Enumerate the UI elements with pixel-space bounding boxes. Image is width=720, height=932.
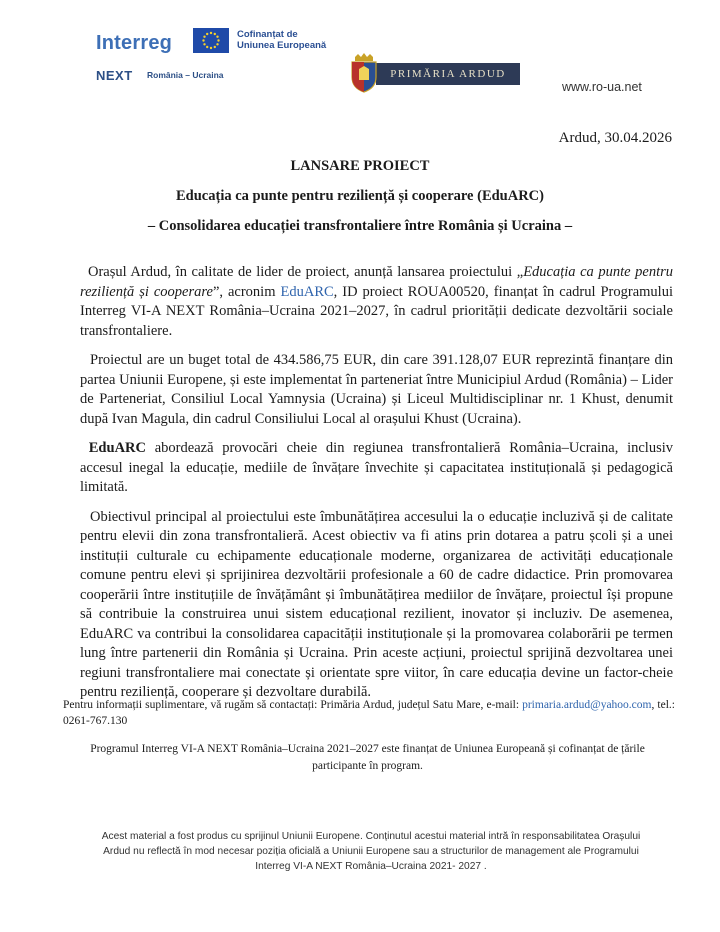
paragraph-budget: Proiectul are un buget total de 434.586,75 EUR, din care 391.128,07 EUR reprezintă finanțare din partea Uniunii Europene, și este implementat în parteneriat între Municipiul Ardud (România) – Lider de Parteneriat, Consiliul Local Yamnysia (Ucraina) și Liceul Multidisciplinar nr. 1 Khust, denumit după Ivan Magula, din cadrul Consiliului Local al orașului Khust (Ucraina). xyxy=(80,352,673,427)
eu-flag-icon xyxy=(193,28,229,53)
project-name-italic: Educația ca punte pentru reziliență și cooperare xyxy=(80,264,674,300)
primaria-ardud-logo xyxy=(346,53,520,93)
cofinanced-line-1: Cofinanțat de xyxy=(237,29,298,40)
crest-icon xyxy=(346,53,382,93)
cofinanced-line-2: Uniunea Europeană xyxy=(237,40,327,51)
interreg-logo-text: Interreg xyxy=(96,32,173,54)
next-logo-text: NEXT xyxy=(96,68,133,83)
acronym-bold: EduARC xyxy=(88,440,146,456)
contact-text-a: Pentru informații suplimentare, vă rugăm să contactați: Primăria Ardud, județul Satu Mare, e-mail: xyxy=(63,699,523,711)
program-funding-note: Programul Interreg VI-A NEXT România–Ucraina 2021–2027 este finanțat de Uniunea Europeană și cofinanțat de țările participante în program. xyxy=(90,743,645,772)
primaria-logo-text: PRIMĂRIA ARDUD xyxy=(376,63,520,85)
intro-text-b: ”, acronim xyxy=(212,283,281,300)
contact-email-link[interactable]: primaria.ardud@yahoo.com xyxy=(522,699,652,711)
project-subtitle: – Consolidarea educației transfrontaliere între România și Ucraina – xyxy=(147,218,573,234)
interreg-logo xyxy=(96,28,336,88)
intro-text-a: Orașul Ardud, în calitate de lider de proiect, anunță lansarea proiectului „ xyxy=(88,264,524,280)
acronym-link[interactable]: EduARC xyxy=(280,283,334,300)
website-link[interactable]: www.ro-ua.net xyxy=(562,80,642,94)
paragraph-objective: Obiectivul principal al proiectului este îmbunătățirea accesului la o educație incluzivă și de calitate pentru elevii din zona transfrontalieră. Acest obiectiv va fi atins prin dotarea a patru școli și a unei instituții culturale cu echipamente educaționale moderne, organizarea de activități educaționale comune pentru elevi și sprijinirea dezvoltării profesionale a 60 de cadre didactice. Prin promovarea cooperării între instituțiile de învățământ și îmbunătățirea mediilor de învățare, proiectul își propune să contribuie la construirea unui sistem educațional rezilient, inovator și incluziv. De asemenea, EduARC va contribui la consolidarea capacității instituționale și la promovarea colaborării pe termen lung între partenerii din România și Ucraina. Prin aceste acțiuni, proiectul sprijină dezvoltarea unei regiuni transfrontaliere mai conectate și orientate spre viitor, în care educația devine un factor-cheie pentru reziliență, cooperare și dezvoltare durabilă. xyxy=(80,508,673,700)
paragraph-challenges xyxy=(80,439,673,498)
cofinanced-label xyxy=(237,29,326,51)
intro-text-c: , ID proiect ROUA00520, finanțat în cadrul Programului Interreg VI-A NEXT România–Ucraina 2021–2027, în cadrul priorității dedicate dezvoltării sociale transfrontaliere. xyxy=(80,283,673,339)
date-location: Ardud, 30.04.2026 xyxy=(558,130,672,146)
paragraph-intro xyxy=(80,263,673,341)
contact-info xyxy=(63,697,675,729)
document-title: LANSARE PROIECT xyxy=(290,158,430,174)
project-title: Educația ca punte pentru reziliență și cooperare (EduARC) xyxy=(176,188,544,204)
next-logo-subtitle: România – Ucraina xyxy=(147,70,224,80)
challenges-text: abordează provocări cheie din regiunea transfrontalieră România–Ucraina, inclusiv accesul inegal la educație, mediile de învățare învechite și capacitatea instituțională și pedagogică limitată. xyxy=(80,440,674,495)
eu-disclaimer: Acest material a fost produs cu sprijinul Uniunii Europene. Conținutul acestui material intră în responsabilitatea Orașului Ardud nu reflectă în mod necesar poziția oficială a Uniunii Europene sau a structurilor de management ale Programului Interreg VI-A NEXT România–Ucraina 2021- 2027 . xyxy=(101,831,641,872)
press-release-body xyxy=(80,263,673,713)
contact-phone: , tel.: 0261-767.130 xyxy=(63,699,675,727)
